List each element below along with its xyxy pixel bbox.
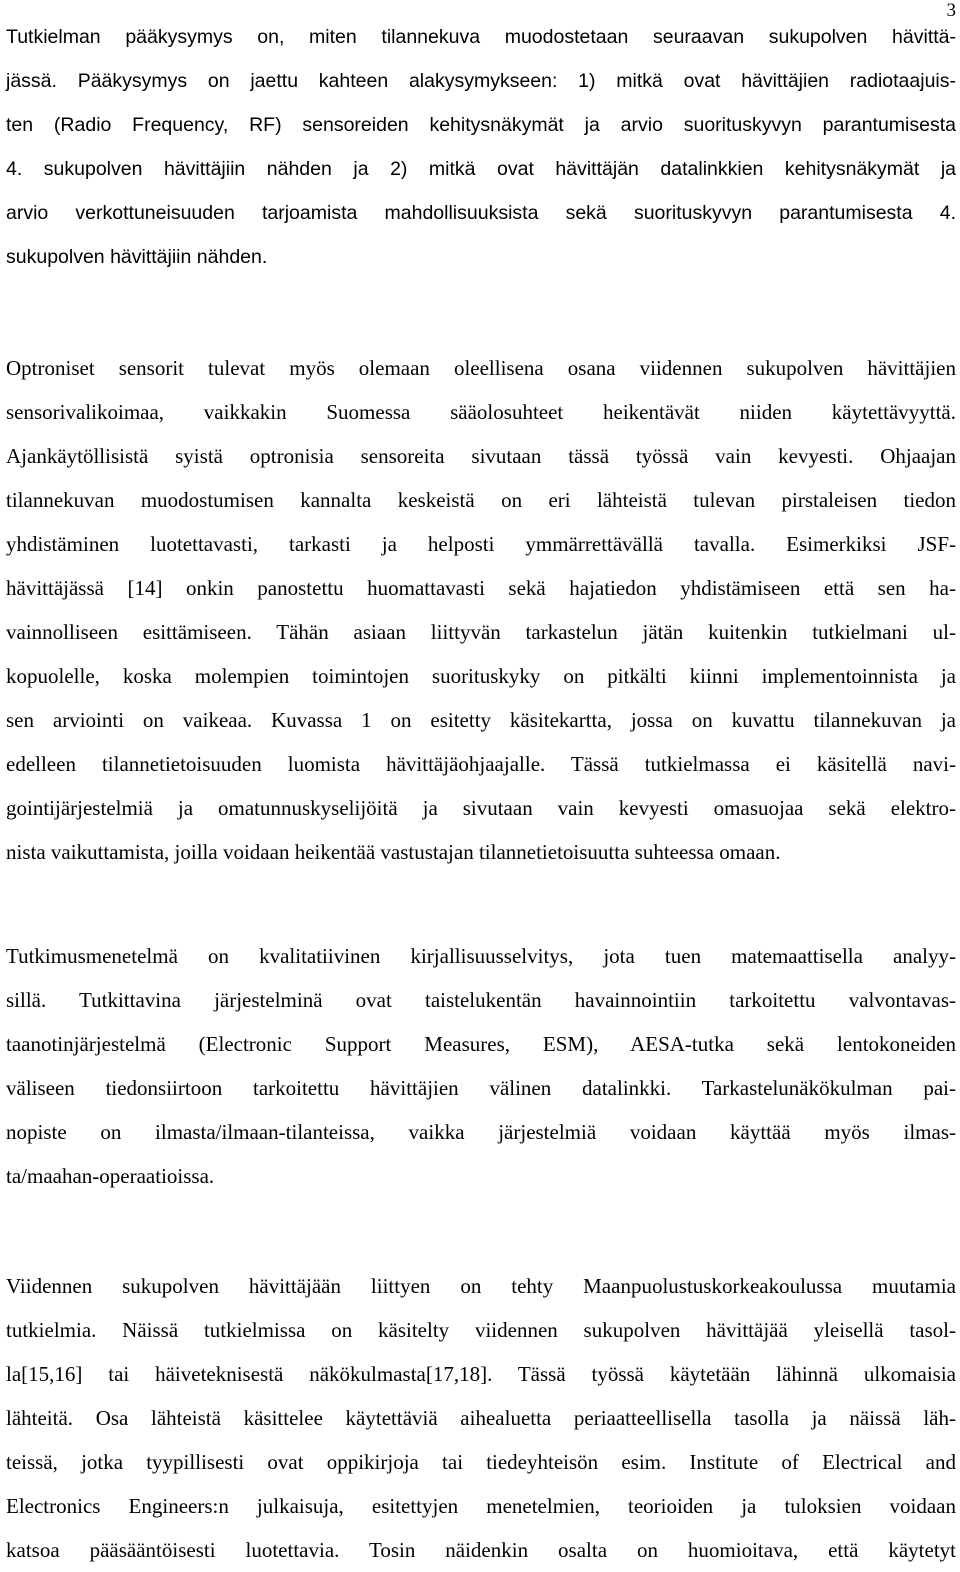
- text-line: Tutkimusmenetelmä on kvalitatiivinen kirjallisuusselvitys, jota tuen matemaattisella analyy-: [6, 944, 956, 968]
- text-line: yhdistäminen luotettavasti, tarkasti ja helposti ymmärrettävällä tavalla. Esimerkiksi JSF-: [6, 532, 956, 556]
- paragraph-research-question: [6, 15, 956, 279]
- text-line: ten (Radio Frequency, RF) sensoreiden kehitysnäkymät ja arvio suorituskyvyn parantumisesta: [6, 114, 956, 136]
- text-line: Optroniset sensorit tulevat myös olemaan oleellisena osana viidennen sukupolven hävittäjien: [6, 356, 956, 380]
- paragraph-research-method: [6, 934, 956, 1198]
- text-line: nopiste on ilmasta/ilmaan-tilanteissa, vaikka järjestelmiä voidaan käyttää myös ilmas-: [6, 1120, 956, 1144]
- text-line: sensorivalikoimaa, vaikkakin Suomessa sääolosuhteet heikentävät niiden käytettävyyttä.: [6, 400, 956, 424]
- text-line: Tutkielman pääkysymys on, miten tilannekuva muodostetaan seuraavan sukupolven hävittä-: [6, 26, 956, 48]
- text-line: Electronics Engineers:n julkaisuja, esitettyjen menetelmien, teorioiden ja tuloksien voidaan: [6, 1494, 956, 1518]
- paragraph-sources: [6, 1264, 956, 1572]
- text-line: väliseen tiedonsiirtoon tarkoitettu hävittäjien välinen datalinkki. Tarkastelunäkökulman pai-: [6, 1076, 956, 1100]
- text-line: sukupolven hävittäjiin nähden.: [6, 246, 268, 268]
- text-line: sillä. Tutkittavina järjestelminä ovat taistelukentän havainnointiin tarkoitettu valvontavas-: [6, 988, 956, 1012]
- text-line: lähteitä. Osa lähteistä käsittelee käytettäviä aihealuetta periaatteellisella tasolla ja näissä läh-: [6, 1406, 956, 1430]
- page-number: 3: [946, 0, 956, 21]
- text-line: 4. sukupolven hävittäjiin nähden ja 2) mitkä ovat hävittäjän datalinkkien kehitysnäkymät ja: [6, 158, 956, 180]
- text-line: katsoa pääsääntöisesti luotettavia. Tosin näidenkin osalta on huomioitava, että käytetyt: [6, 1538, 956, 1562]
- text-line: la[15,16] tai häiveteknisestä näkökulmasta[17,18]. Tässä työssä käytetään lähinnä ulkomaisia: [6, 1362, 956, 1386]
- text-line: tutkielmia. Näissä tutkielmissa on käsitelty viidennen sukupolven hävittäjää yleisellä tasol-: [6, 1318, 956, 1342]
- text-line: edelleen tilannetietoisuuden luomista hävittäjäohjaajalle. Tässä tutkielmassa ei käsitellä navi-: [6, 752, 956, 776]
- text-line: tilannekuvan muodostumisen kannalta keskeistä on eri lähteistä tulevan pirstaleisen tiedon: [6, 488, 956, 512]
- text-line: arvio verkottuneisuuden tarjoamista mahdollisuuksista sekä suorituskyvyn parantumisesta 4.: [6, 202, 956, 224]
- text-line: vainnolliseen esittämiseen. Tähän asiaan liittyvän tarkastelun jätän kuitenkin tutkielmani ul-: [6, 620, 956, 644]
- text-line: Viidennen sukupolven hävittäjään liittyen on tehty Maanpuolustuskorkeakoulussa muutamia: [6, 1274, 956, 1298]
- text-line: hävittäjässä [14] onkin panostettu huomattavasti sekä hajatiedon yhdistämiseen että sen ha-: [6, 576, 956, 600]
- text-line: ta/maahan-operaatioissa.: [6, 1164, 215, 1188]
- text-line: teissä, jotka tyypillisesti ovat oppikirjoja tai tiedeyhteisön esim. Institute of Electrical and: [6, 1450, 956, 1474]
- text-line: Ajankäytöllisistä syistä optronisia sensoreita sivutaan tässä työssä vain kevyesti. Ohjaajan: [6, 444, 956, 468]
- text-line: sen arviointi on vaikeaa. Kuvassa 1 on esitetty käsitekartta, jossa on kuvattu tilannekuvan ja: [6, 708, 956, 732]
- text-line: nista vaikuttamista, joilla voidaan heikentää vastustajan tilannetietoisuutta suhteessa omaan.: [6, 840, 781, 864]
- text-line: taanotinjärjestelmä (Electronic Support Measures, ESM), AESA-tutka sekä lentokoneiden: [6, 1032, 956, 1056]
- text-line: gointijärjestelmiä ja omatunnuskyselijöitä ja sivutaan vain kevyesti omasuojaa sekä elektro-: [6, 796, 956, 820]
- text-line: jässä. Pääkysymys on jaettu kahteen alakysymykseen: 1) mitkä ovat hävittäjien radiotaajuis-: [6, 70, 956, 92]
- paragraph-optronic-sensors: [6, 346, 956, 874]
- text-line: kopuolelle, koska molempien toimintojen suorituskyky on pitkälti kiinni implementoinnista ja: [6, 664, 956, 688]
